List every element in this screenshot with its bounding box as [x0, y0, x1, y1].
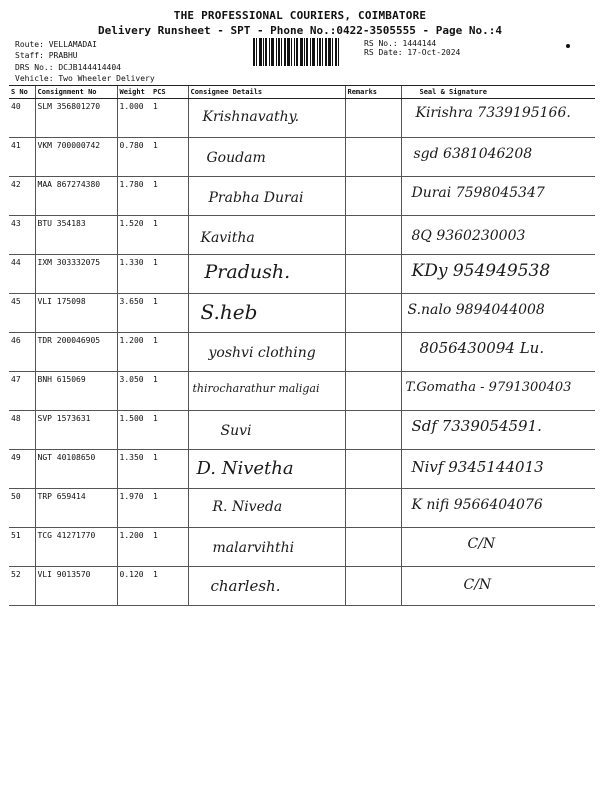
sno-cell: 45 — [9, 294, 35, 333]
weight-cell: 1.780 — [117, 177, 151, 216]
table-row — [9, 528, 595, 567]
signature-cell — [401, 99, 595, 138]
table-row — [9, 372, 595, 411]
signature-handwriting: 8056430094 Lu. — [419, 339, 545, 357]
signature-cell — [401, 489, 595, 528]
sno-cell: 46 — [9, 333, 35, 372]
signature-cell — [401, 333, 595, 372]
sno-cell: 43 — [9, 216, 35, 255]
consignee-cell — [188, 372, 345, 411]
signature-handwriting: Kirishra 7339195166. — [415, 105, 571, 121]
weight-cell: 1.500 — [117, 411, 151, 450]
weight-cell: 1.200 — [117, 528, 151, 567]
signature-cell — [401, 450, 595, 489]
drs-label: DRS No.: DCJB144414404 — [15, 63, 121, 72]
weight-cell: 1.350 — [117, 450, 151, 489]
route-label: Route: VELLAMADAI — [15, 40, 97, 49]
sno-cell: 47 — [9, 372, 35, 411]
consignment-cell: MAA 867274380 — [35, 177, 117, 216]
remarks-cell — [345, 333, 401, 372]
consignee-cell — [188, 333, 345, 372]
col-consignee: Consignee Details — [188, 86, 345, 99]
table-row — [9, 411, 595, 450]
col-remarks: Remarks — [345, 86, 401, 99]
remarks-cell — [345, 528, 401, 567]
rs-number: RS No.: 1444144 — [364, 39, 437, 48]
consignment-cell: BTU 354183 — [35, 216, 117, 255]
consignee-handwriting: Kavitha — [200, 230, 255, 246]
pcs-cell: 1 — [151, 216, 188, 255]
signature-handwriting: K nifi 9566404076 — [411, 497, 543, 513]
consignee-cell — [188, 99, 345, 138]
weight-cell: 0.780 — [117, 138, 151, 177]
consignee-handwriting: Krishnavathy. — [202, 109, 300, 125]
remarks-cell — [345, 450, 401, 489]
remarks-cell — [345, 411, 401, 450]
pcs-cell: 1 — [151, 528, 188, 567]
barcode — [253, 38, 356, 66]
consignee-cell — [188, 294, 345, 333]
col-weight: Weight — [117, 86, 151, 99]
pcs-cell: 1 — [151, 255, 188, 294]
pcs-cell: 1 — [151, 450, 188, 489]
consignee-handwriting: thirocharathur maligai — [192, 382, 320, 395]
signature-cell — [401, 411, 595, 450]
remarks-cell — [345, 294, 401, 333]
consignment-cell: NGT 40108650 — [35, 450, 117, 489]
signature-cell — [401, 255, 595, 294]
table-header-row — [9, 86, 595, 99]
signature-cell — [401, 216, 595, 255]
weight-cell: 0.120 — [117, 567, 151, 606]
sno-cell: 51 — [9, 528, 35, 567]
pcs-cell: 1 — [151, 489, 188, 528]
pcs-cell: 1 — [151, 372, 188, 411]
table-row — [9, 216, 595, 255]
signature-handwriting: Durai 7598045347 — [411, 185, 545, 201]
consignment-cell: VLI 9013570 — [35, 567, 117, 606]
signature-cell — [401, 177, 595, 216]
col-consignment: Consignment No — [35, 86, 117, 99]
consignment-cell: BNH 615069 — [35, 372, 117, 411]
signature-handwriting: KDy 954949538 — [411, 261, 551, 281]
consignee-handwriting: S.heb — [200, 300, 258, 324]
consignee-handwriting: Goudam — [206, 150, 266, 166]
table-row — [9, 294, 595, 333]
consignee-cell — [188, 411, 345, 450]
pcs-cell: 1 — [151, 177, 188, 216]
signature-handwriting: 8Q 9360230003 — [411, 228, 526, 244]
company-title: THE PROFESSIONAL COURIERS, COIMBATORE — [173, 9, 427, 22]
consignment-cell: SVP 1573631 — [35, 411, 117, 450]
signature-cell — [401, 138, 595, 177]
signature-handwriting: S.nalo 9894044008 — [407, 302, 545, 318]
signature-handwriting: Sdf 7339054591. — [411, 417, 542, 435]
signature-handwriting: C/N — [467, 536, 496, 552]
table-row — [9, 333, 595, 372]
weight-cell: 1.520 — [117, 216, 151, 255]
consignee-cell — [188, 138, 345, 177]
signature-handwriting: T.Gomatha - 9791300403 — [405, 380, 572, 395]
staff-label: Staff: PRABHU — [15, 51, 78, 60]
pcs-cell: 1 — [151, 138, 188, 177]
weight-cell: 3.650 — [117, 294, 151, 333]
vehicle-label: Vehicle: Two Wheeler Delivery — [15, 74, 155, 83]
sno-cell: 44 — [9, 255, 35, 294]
signature-cell — [401, 528, 595, 567]
table-row — [9, 489, 595, 528]
consignee-cell — [188, 255, 345, 294]
remarks-cell — [345, 138, 401, 177]
signature-cell — [401, 294, 595, 333]
signature-cell — [401, 372, 595, 411]
consignee-handwriting: D. Nivetha — [196, 458, 294, 479]
pcs-cell: 1 — [151, 99, 188, 138]
consignment-cell: IXM 303332075 — [35, 255, 117, 294]
weight-cell: 3.050 — [117, 372, 151, 411]
runsheet-table — [9, 85, 595, 606]
consignee-cell — [188, 489, 345, 528]
consignment-cell: VKM 700000742 — [35, 138, 117, 177]
rs-date: RS Date: 17-Oct-2024 — [364, 48, 461, 57]
sno-cell: 42 — [9, 177, 35, 216]
table-row — [9, 138, 595, 177]
consignee-handwriting: Prabha Durai — [208, 190, 304, 206]
sno-cell: 50 — [9, 489, 35, 528]
consignee-handwriting: Pradush. — [204, 261, 291, 283]
signature-handwriting: Nivf 9345144013 — [411, 458, 544, 476]
sno-cell: 41 — [9, 138, 35, 177]
consignment-cell: SLM 356801270 — [35, 99, 117, 138]
consignee-cell — [188, 177, 345, 216]
sno-cell: 49 — [9, 450, 35, 489]
consignee-handwriting: charlesh. — [210, 577, 281, 595]
pcs-cell: 1 — [151, 567, 188, 606]
col-pcs: PCS — [151, 86, 188, 99]
consignee-handwriting: malarvihthi — [212, 540, 295, 556]
signature-handwriting: sgd 6381046208 — [413, 146, 533, 162]
remarks-cell — [345, 567, 401, 606]
remarks-cell — [345, 255, 401, 294]
pcs-cell: 1 — [151, 294, 188, 333]
signature-handwriting: C/N — [463, 577, 492, 593]
page-mark — [566, 44, 570, 48]
table-row — [9, 450, 595, 489]
weight-cell: 1.330 — [117, 255, 151, 294]
sno-cell: 48 — [9, 411, 35, 450]
table-row — [9, 255, 595, 294]
remarks-cell — [345, 177, 401, 216]
remarks-cell — [345, 216, 401, 255]
consignee-handwriting: yoshvi clothing — [208, 345, 316, 361]
consignee-handwriting: Suvi — [220, 423, 252, 439]
remarks-cell — [345, 99, 401, 138]
consignment-cell: TCG 41271770 — [35, 528, 117, 567]
table-row — [9, 567, 595, 606]
signature-cell — [401, 567, 595, 606]
weight-cell: 1.200 — [117, 333, 151, 372]
table-row — [9, 177, 595, 216]
consignee-cell — [188, 450, 345, 489]
consignment-cell: TDR 200046905 — [35, 333, 117, 372]
col-sno: S No — [9, 86, 35, 99]
consignee-cell — [188, 567, 345, 606]
consignee-cell — [188, 216, 345, 255]
runsheet-subtitle: Delivery Runsheet - SPT - Phone No.:0422-3505555 - Page No.:4 — [98, 24, 502, 37]
consignee-cell — [188, 528, 345, 567]
remarks-cell — [345, 372, 401, 411]
weight-cell: 1.970 — [117, 489, 151, 528]
consignment-cell: TRP 659414 — [35, 489, 117, 528]
weight-cell: 1.000 — [117, 99, 151, 138]
table-row — [9, 99, 595, 138]
sno-cell: 52 — [9, 567, 35, 606]
pcs-cell: 1 — [151, 333, 188, 372]
col-seal: Seal & Signature — [401, 86, 595, 99]
pcs-cell: 1 — [151, 411, 188, 450]
consignment-cell: VLI 175098 — [35, 294, 117, 333]
sno-cell: 40 — [9, 99, 35, 138]
consignee-handwriting: R. Niveda — [212, 499, 283, 515]
remarks-cell — [345, 489, 401, 528]
